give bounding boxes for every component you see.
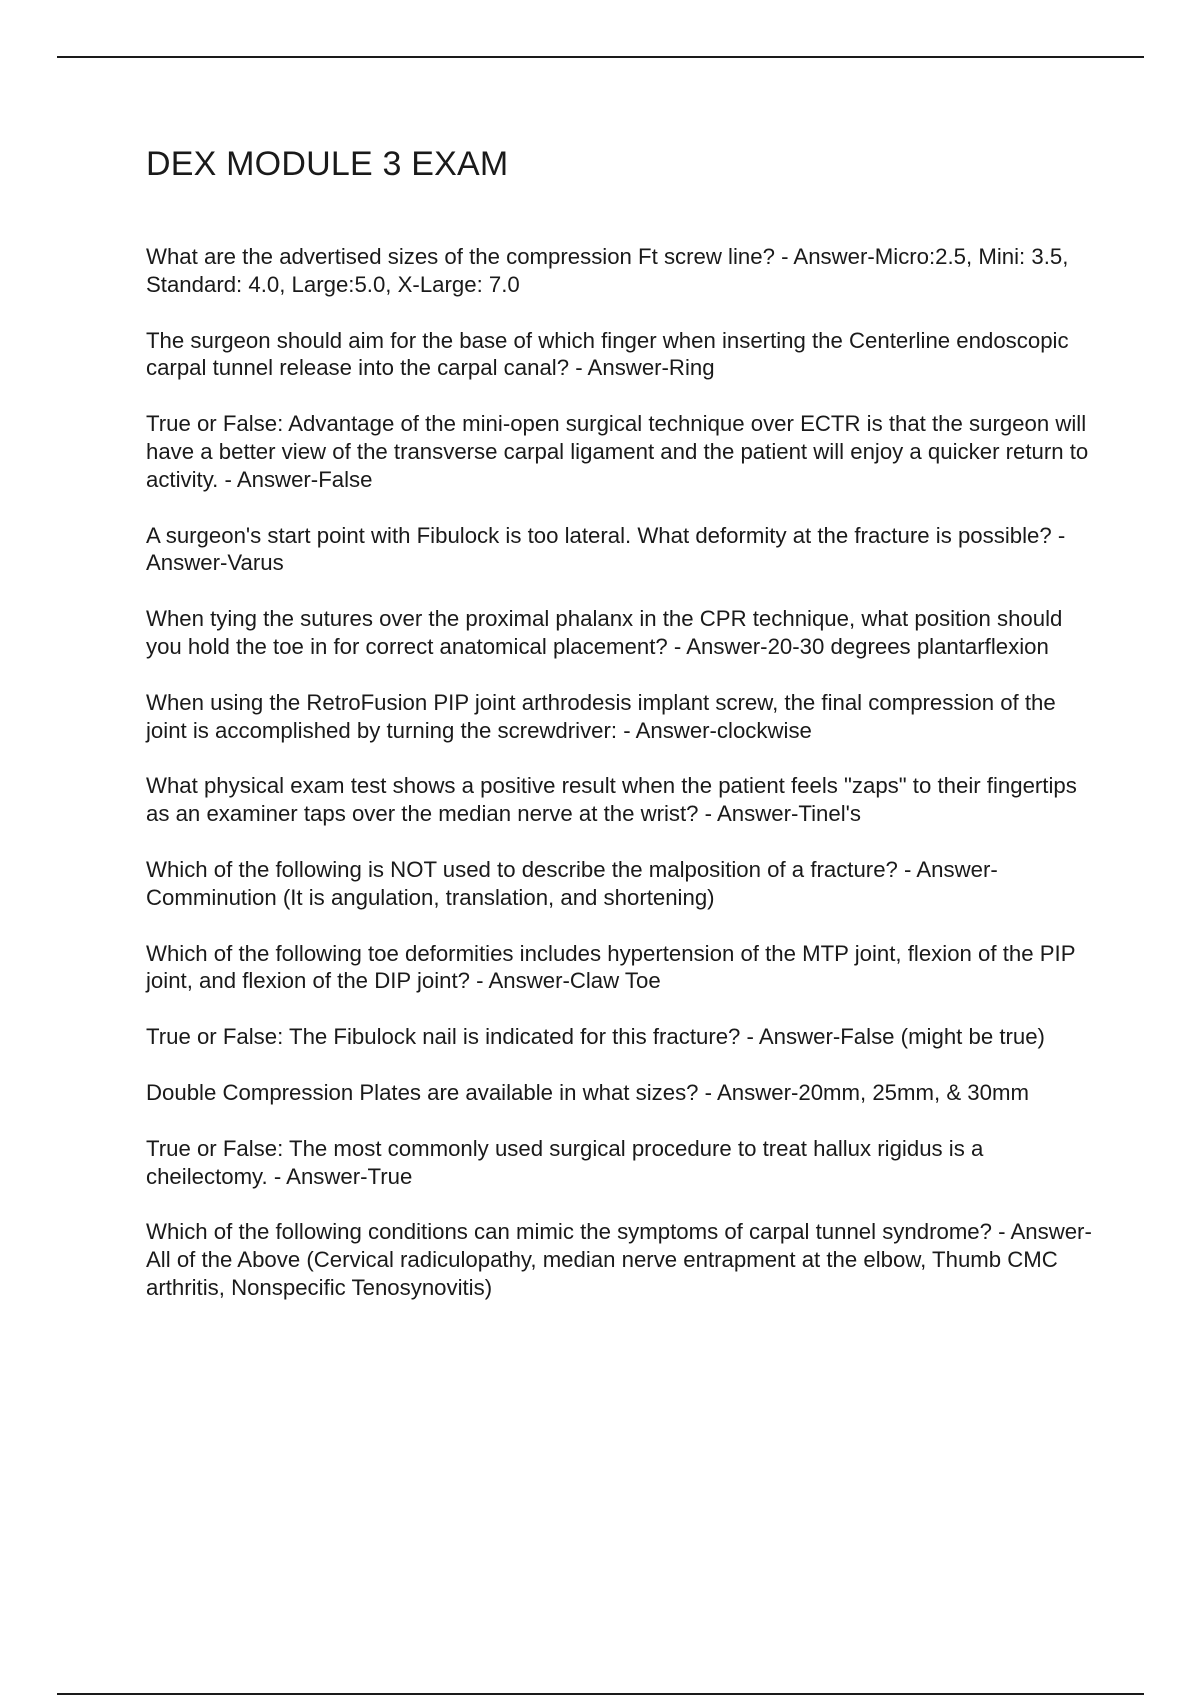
- top-rule: [57, 56, 1144, 58]
- question-item: Which of the following is NOT used to describe the malposition of a fracture? - Answer-Comminution (It is angulation, translation, and shortening): [146, 856, 998, 910]
- question-item: A surgeon's start point with Fibulock is too lateral. What deformity at the fracture is possible? - Answer-Varus: [146, 522, 1066, 576]
- page-title: DEX MODULE 3 EXAM: [146, 145, 509, 183]
- question-item: Double Compression Plates are available in what sizes? - Answer-20mm, 25mm, & 30mm: [146, 1079, 1029, 1105]
- question-item: True or False: Advantage of the mini-open surgical technique over ECTR is that the surgeon will have a better view of the transverse carpal ligament and the patient will enjoy a quicker return to activity. - Answer-False: [146, 411, 1089, 492]
- question-item: Which of the following conditions can mimic the symptoms of carpal tunnel syndrome? - Answer-All of the Above (Cervical radiculopathy, median nerve entrapment at the elbow, Thumb CMC arthritis, Nonspecific Tenosynovitis): [146, 1219, 1092, 1300]
- question-item: The surgeon should aim for the base of which finger when inserting the Centerline endoscopic carpal tunnel release into the carpal canal? - Answer-Ring: [146, 327, 1069, 381]
- question-item: Which of the following toe deformities includes hypertension of the MTP joint, flexion of the PIP joint, and flexion of the DIP joint? - Answer-Claw Toe: [146, 940, 1076, 994]
- bottom-rule: [57, 1693, 1144, 1695]
- question-item: What are the advertised sizes of the compression Ft screw line? - Answer-Micro:2.5, Mini: 3.5, Standard: 4.0, Large:5.0, X-Large: 7.0: [146, 244, 1069, 297]
- question-item: What physical exam test shows a positive result when the patient feels "zaps" to their fingertips as an examiner taps over the median nerve at the wrist? - Answer-Tinel's: [146, 773, 1077, 827]
- question-item: When using the RetroFusion PIP joint arthrodesis implant screw, the final compression of the joint is accomplished by turning the screwdriver: - Answer-clockwise: [146, 689, 1056, 743]
- question-item: True or False: The most commonly used surgical procedure to treat hallux rigidus is a cheilectomy. - Answer-True: [146, 1135, 984, 1189]
- question-item: When tying the sutures over the proximal phalanx in the CPR technique, what position should you hold the toe in for correct anatomical placement? - Answer-20-30 degrees plantarflexion: [146, 606, 1063, 659]
- question-item: True or False: The Fibulock nail is indicated for this fracture? - Answer-False (might be true): [146, 1024, 1045, 1050]
- question-list: [146, 243, 1096, 1330]
